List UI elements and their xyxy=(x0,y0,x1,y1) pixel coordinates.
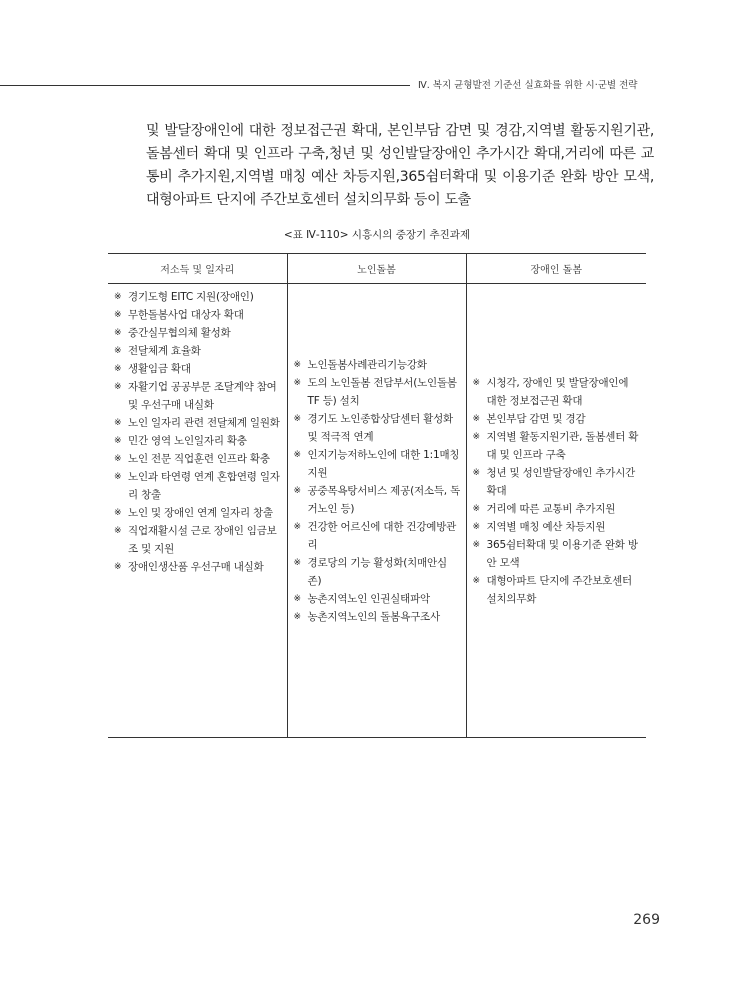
table-row xyxy=(108,284,646,738)
bullet-mark: ※ xyxy=(293,486,301,496)
list-item xyxy=(473,518,642,536)
bullet-mark: ※ xyxy=(114,418,122,428)
running-header: Ⅳ. 복지 균형발전 기준선 실효화를 위한 시·군별 전략 xyxy=(418,80,638,91)
list-item xyxy=(294,356,461,374)
table-header-row xyxy=(108,254,646,284)
bullet-mark: ※ xyxy=(472,504,480,514)
list-item-text: 건강한 어르신에 대한 건강예방관리 xyxy=(307,521,457,551)
list-item xyxy=(114,378,282,414)
bullet-mark: ※ xyxy=(114,436,122,446)
list-item xyxy=(473,500,642,518)
bullet-mark: ※ xyxy=(293,414,301,424)
page-number: 269 xyxy=(633,912,660,928)
list-item-text: 장애인생산품 우선구매 내실화 xyxy=(128,561,264,573)
list-item-text: 농촌지역노인 인권실태파악 xyxy=(307,593,430,605)
list-item-text: 중간실무협의체 활성화 xyxy=(128,327,231,339)
bullet-mark: ※ xyxy=(114,562,122,572)
list-item-text: 노인과 타연령 연계 혼합연령 일자리 창출 xyxy=(128,471,280,501)
list-item xyxy=(473,410,642,428)
list-item xyxy=(473,572,642,608)
list-item xyxy=(114,432,282,450)
header-elderly-care: 노인돌봄 xyxy=(287,254,466,284)
task-list xyxy=(294,356,461,626)
bullet-mark: ※ xyxy=(114,454,122,464)
list-item xyxy=(114,288,282,306)
list-item xyxy=(114,324,282,342)
header-rule xyxy=(0,85,410,86)
task-list xyxy=(114,288,282,576)
list-item xyxy=(114,306,282,324)
bullet-mark: ※ xyxy=(293,558,301,568)
list-item-text: 지역별 매칭 예산 차등지원 xyxy=(486,521,606,533)
list-item xyxy=(114,360,282,378)
list-item-text: 도의 노인돌봄 전담부서(노인돌봄TF 등) 설치 xyxy=(307,377,457,407)
bullet-mark: ※ xyxy=(114,310,122,320)
list-item-text: 자활기업 공공부문 조달계약 참여 및 우선구매 내실화 xyxy=(128,381,277,411)
bullet-mark: ※ xyxy=(293,522,301,532)
bullet-mark: ※ xyxy=(114,382,122,392)
tasks-table xyxy=(108,253,646,738)
bullet-mark: ※ xyxy=(293,612,301,622)
list-item xyxy=(114,414,282,432)
bullet-mark: ※ xyxy=(472,576,480,586)
bullet-mark: ※ xyxy=(472,414,480,424)
list-item xyxy=(294,518,461,554)
column-elderly-care xyxy=(287,284,466,738)
list-item xyxy=(473,428,642,464)
list-item-text: 경기도 노인종합상담센터 활성화 및 적극적 연계 xyxy=(307,413,453,443)
bullet-mark: ※ xyxy=(114,526,122,536)
column-low-income-jobs xyxy=(108,284,287,738)
list-item xyxy=(114,504,282,522)
list-item-text: 노인 전문 직업훈련 인프라 확충 xyxy=(128,453,270,465)
list-item-text: 전달체계 효율화 xyxy=(128,345,201,357)
bullet-mark: ※ xyxy=(472,432,480,442)
table-caption: <표 Ⅳ-110> 시흥시의 중장기 추진과제 xyxy=(283,229,471,241)
bullet-mark: ※ xyxy=(114,472,122,482)
list-item-text: 인지기능저하노인에 대한 1:1매칭 지원 xyxy=(307,449,460,479)
task-list xyxy=(473,374,642,608)
bullet-mark: ※ xyxy=(293,450,301,460)
bullet-mark: ※ xyxy=(472,540,480,550)
list-item xyxy=(114,342,282,360)
list-item xyxy=(294,446,461,482)
list-item xyxy=(114,450,282,468)
bullet-mark: ※ xyxy=(114,292,122,302)
list-item-text: 거리에 따른 교통비 추가지원 xyxy=(486,503,616,515)
column-disability-care xyxy=(466,284,646,738)
header-low-income-jobs: 저소득 및 일자리 xyxy=(108,254,287,284)
header-disability-care: 장애인 돌봄 xyxy=(466,254,646,284)
list-item-text: 시청각, 장애인 및 발달장애인에 대한 정보접근권 확대 xyxy=(486,377,629,407)
list-item xyxy=(114,558,282,576)
list-item xyxy=(294,608,461,626)
list-item-text: 공중목욕탕서비스 제공(저소득, 독거노인 등) xyxy=(307,485,461,515)
list-item xyxy=(114,522,282,558)
list-item xyxy=(294,374,461,410)
list-item xyxy=(473,536,642,572)
list-item-text: 경기도형 EITC 지원(장애인) xyxy=(128,291,254,303)
bullet-mark: ※ xyxy=(472,468,480,478)
list-item-text: 무한돌봄사업 대상자 확대 xyxy=(128,309,244,321)
bullet-mark: ※ xyxy=(293,378,301,388)
list-item-text: 노인돌봄사례관리기능강화 xyxy=(307,359,427,371)
list-item-text: 대형아파트 단지에 주간보호센터 설치의무화 xyxy=(486,575,632,605)
bullet-mark: ※ xyxy=(293,594,301,604)
body-paragraph: 및 발달장애인에 대한 정보접근권 확대, 본인부담 감면 및 경감,지역별 활동지원기관, 돌봄센터 확대 및 인프라 구축,청년 및 성인발달장애인 추가시간 확대,거리에 따른 교통비 추가지원,지역별 매칭 예산 차등지원,365쉼터확대 및 이용기준 완화 방안 모색,대형아파트 단지에 주간보호센터 설치의무화 등이 도출 xyxy=(146,123,654,208)
list-item-text: 생활임금 확대 xyxy=(128,363,191,375)
list-item xyxy=(473,374,642,410)
list-item xyxy=(294,590,461,608)
list-item-text: 농촌지역노인의 돌봄욕구조사 xyxy=(307,611,440,623)
list-item-text: 지역별 활동지원기관, 돌봄센터 확대 및 인프라 구축 xyxy=(486,431,639,461)
bullet-mark: ※ xyxy=(472,378,480,388)
list-item-text: 365쉼터확대 및 이용기준 완화 방안 모색 xyxy=(486,539,638,569)
list-item xyxy=(294,410,461,446)
bullet-mark: ※ xyxy=(472,522,480,532)
list-item xyxy=(294,482,461,518)
bullet-mark: ※ xyxy=(293,360,301,370)
bullet-mark: ※ xyxy=(114,364,122,374)
list-item-text: 민간 영역 노인일자리 확충 xyxy=(128,435,247,447)
list-item-text: 본인부담 감면 및 경감 xyxy=(486,413,586,425)
list-item xyxy=(473,464,642,500)
list-item-text: 노인 및 장애인 연계 일자리 창출 xyxy=(128,507,273,519)
list-item xyxy=(114,468,282,504)
bullet-mark: ※ xyxy=(114,328,122,338)
list-item xyxy=(294,554,461,590)
list-item-text: 청년 및 성인발달장애인 추가시간 확대 xyxy=(486,467,636,497)
list-item-text: 노인 일자리 관련 전달체계 일원화 xyxy=(128,417,280,429)
bullet-mark: ※ xyxy=(114,346,122,356)
list-item-text: 직업재활시설 근로 장애인 임금보조 및 지원 xyxy=(128,525,277,555)
bullet-mark: ※ xyxy=(114,508,122,518)
list-item-text: 경로당의 기능 활성화(치매안심존) xyxy=(307,557,447,587)
